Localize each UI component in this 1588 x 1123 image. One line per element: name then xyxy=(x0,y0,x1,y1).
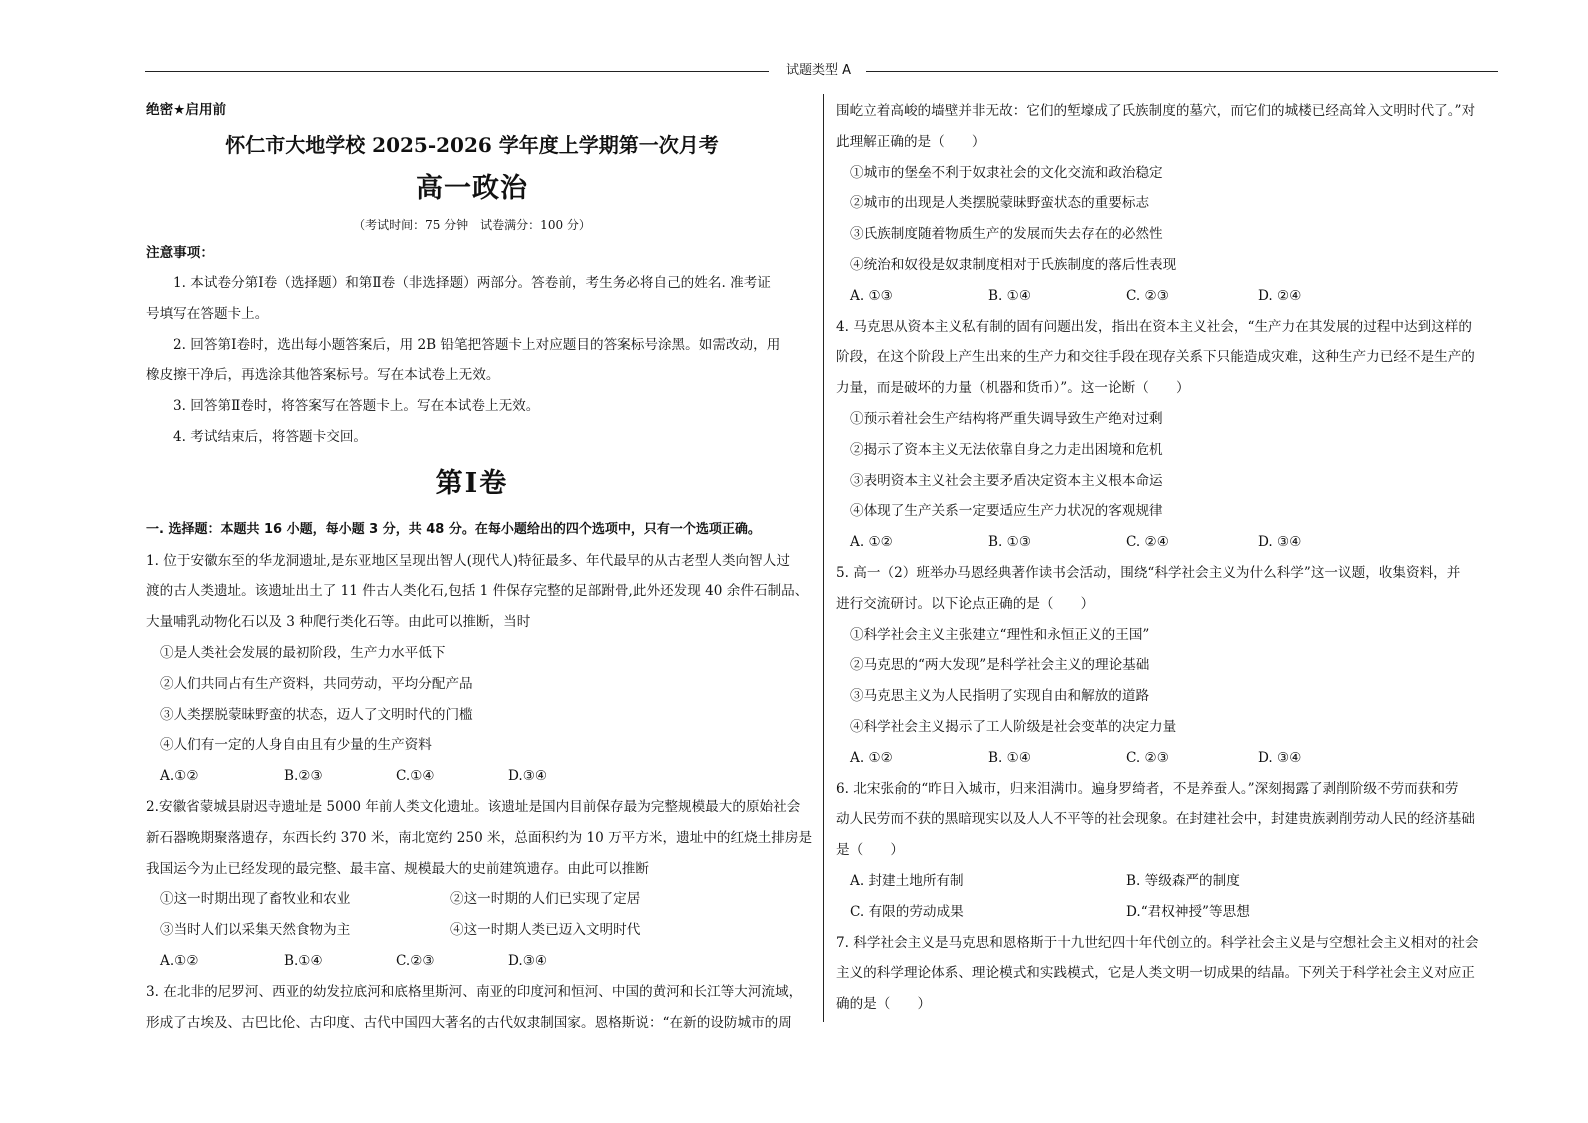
statement-item: ④体现了生产关系一定要适应生产力状况的客观规律 xyxy=(850,503,1163,520)
question-stem-line: 动人民劳而不获的黑暗现实以及人人不平等的社会现象。在封建社会中，封建贵族剥削劳动人民的经济基础 xyxy=(836,811,1475,828)
statement-item: ③马克思主义为人民指明了实现自由和解放的道路 xyxy=(850,688,1150,705)
option-a: A. ①② xyxy=(850,749,893,766)
option-a: A.①② xyxy=(160,768,199,785)
question-stem-line: 7. 科学社会主义是马克思和恩格斯于十九世纪四十年代创立的。科学社会主义是与空想社会主义相对的社会 xyxy=(836,934,1479,951)
statement-item: ②城市的出现是人类摆脱蒙昧野蛮状态的重要标志 xyxy=(850,195,1150,212)
statement-item: ④这一时期人类已迈入文明时代 xyxy=(450,922,641,939)
statement-item: ①科学社会主义主张建立“理性和永恒正义的王国” xyxy=(850,626,1150,643)
statement-item: ③氏族制度随着物质生产的发展而失去存在的必然性 xyxy=(850,226,1163,243)
answer-options-row xyxy=(836,897,1488,928)
question-3-continued xyxy=(836,96,1488,312)
column-divider xyxy=(823,94,824,1022)
option-d: D.③④ xyxy=(508,768,548,785)
option-b: B. ①③ xyxy=(988,534,1032,551)
option-a: A. ①② xyxy=(850,534,893,551)
answer-options xyxy=(146,761,798,792)
option-b: B. ①④ xyxy=(988,749,1032,766)
statement-item: ②马克思的“两大发现”是科学社会主义的理论基础 xyxy=(850,657,1150,674)
answer-options-row xyxy=(836,866,1488,897)
left-column xyxy=(146,96,813,1038)
paper-type-label: 试题类型 A xyxy=(786,63,852,78)
question-stem-line: 形成了古埃及、古巴比伦、古印度、古代中国四大著名的古代奴隶制国家。恩格斯说：“在新的设防城市的周 xyxy=(146,1014,792,1031)
section-heading: 第Ⅰ卷 xyxy=(435,467,509,499)
statement-item: ①预示着社会生产结构将严重失调导致生产绝对过剩 xyxy=(850,410,1163,427)
question-stem-line: 3. 在北非的尼罗河、西亚的幼发拉底河和底格里斯河、南亚的印度河和恒河、中国的黄河和长江等大河流域， xyxy=(146,983,803,1000)
statement-item: ①这一时期出现了畜牧业和农业 xyxy=(160,891,351,908)
section-instruction: 一. 选择题：本题共 16 小题，每小题 3 分，共 48 分。在每小题给出的四个选项中，只有一个选项正确。 xyxy=(146,521,761,537)
question-3-start xyxy=(146,977,803,1039)
question-4 xyxy=(836,312,1488,558)
question-5 xyxy=(836,558,1488,774)
statement-item: ④统治和奴役是奴隶制度相对于氏族制度的落后性表现 xyxy=(850,256,1177,273)
option-b: B. 等级森严的制度 xyxy=(1126,872,1240,889)
subject-title: 高一政治 xyxy=(416,173,528,204)
statement-item: ③表明资本主义社会主要矛盾决定资本主义根本命运 xyxy=(850,472,1163,489)
statement-item: ④人们有一定的人身自由且有少量的生产资料 xyxy=(160,737,432,754)
option-d: D. ③④ xyxy=(1258,749,1302,766)
notice-title: 注意事项： xyxy=(146,245,214,261)
question-1 xyxy=(146,546,809,792)
option-b: B. ①④ xyxy=(988,287,1032,304)
question-stem-line: 1. 位于安徽东至的华龙洞遗址,是东亚地区呈现出智人(现代人)特征最多、年代最早的从古老型人类向智人过 xyxy=(146,552,790,569)
question-stem-line: 大量哺乳动物化石以及 3 种爬行类化石等。由此可以推断，当时 xyxy=(146,614,531,631)
answer-options xyxy=(836,743,1488,774)
option-b: B.②③ xyxy=(284,768,323,785)
statement-row xyxy=(146,915,798,946)
question-stem-line: 是（ ） xyxy=(836,842,904,859)
exam-info: （考试时间：75 分钟 试卷满分：100 分） xyxy=(353,218,591,232)
statement-item: ②这一时期的人们已实现了定居 xyxy=(450,891,641,908)
header-rule-right xyxy=(866,71,1498,72)
notice-line: 2. 回答第Ⅰ卷时，选出每小题答案后，用 2B 铅笔把答题卡上对应题目的答案标号涂黑。如需改动，用 xyxy=(173,336,781,353)
option-c: C. 有限的劳动成果 xyxy=(850,903,964,920)
answer-options xyxy=(836,281,1488,312)
question-stem-line: 确的是（ ） xyxy=(836,996,932,1013)
option-d: D.“君权神授”等思想 xyxy=(1126,903,1250,920)
option-c: C. ②③ xyxy=(1126,749,1169,766)
question-stem-line: 我国运今为止已经发现的最完整、最丰富、规模最大的史前建筑遗存。由此可以推断 xyxy=(146,860,649,877)
header-rule-left xyxy=(145,71,769,72)
option-b: B.①④ xyxy=(284,952,323,969)
notice-line: 4. 考试结束后，将答题卡交回。 xyxy=(173,428,368,445)
notice-line: 橡皮擦干净后，再选涂其他答案标号。写在本试卷上无效。 xyxy=(146,367,500,384)
option-d: D.③④ xyxy=(508,952,548,969)
question-7 xyxy=(836,928,1488,1020)
notice-line: 号填写在答题卡上。 xyxy=(146,305,269,322)
option-c: C. ②④ xyxy=(1126,534,1169,551)
option-c: C. ②③ xyxy=(1126,287,1169,304)
statement-item: ①城市的堡垒不利于奴隶社会的文化交流和政治稳定 xyxy=(850,164,1163,181)
statement-item: ④科学社会主义揭示了工人阶级是社会变革的决定力量 xyxy=(850,718,1177,735)
question-stem-line: 4. 马克思从资本主义私有制的固有问题出发，指出在资本主义社会，“生产力在其发展的过程中达到这样的 xyxy=(836,318,1472,335)
option-a: A. ①③ xyxy=(850,287,893,304)
question-stem-line: 此理解正确的是（ ） xyxy=(836,133,986,150)
question-stem-line: 渡的古人类遗址。该遗址出土了 11 件古人类化石,包括 1 件保存完整的足部跗骨,此外还发现 40 余件石制品、 xyxy=(146,583,809,600)
statement-row xyxy=(146,884,798,915)
option-a: A.①② xyxy=(160,952,199,969)
question-stem-line: 阶段，在这个阶段上产生出来的生产力和交往手段在现存关系下只能造成灾难，这种生产力已经不是生产的 xyxy=(836,349,1475,366)
question-stem-line: 新石器晚期聚落遗存，东西长约 370 米，南北宽约 250 米，总面积约为 10 万平方米，遗址中的红烧土排房是 xyxy=(146,829,813,846)
right-column xyxy=(836,96,1488,1020)
question-stem-line: 围屹立着高峻的墙壁并非无故：它们的堑壕成了氏族制度的墓穴，而它们的城楼已经高耸入文明时代了。”对 xyxy=(836,103,1476,119)
option-a: A. 封建土地所有制 xyxy=(850,872,964,889)
question-2 xyxy=(146,792,813,977)
option-c: C.①④ xyxy=(396,768,435,785)
notice-line: 1. 本试卷分第Ⅰ卷（选择题）和第Ⅱ卷（非选择题）两部分。答卷前，考生务必将自己的姓名. 准考证 xyxy=(173,275,771,291)
question-stem-line: 5. 高一（2）班举办马恩经典著作读书会活动，围绕“科学社会主义为什么科学”这一议题，收集资料，并 xyxy=(836,564,1461,581)
question-stem-line: 力量，而是破坏的力量（机器和货币）”。这一论断（ ） xyxy=(836,380,1190,397)
option-d: D. ②④ xyxy=(1258,287,1302,304)
option-d: D. ③④ xyxy=(1258,534,1302,551)
question-stem-line: 6. 北宋张俞的“昨日入城市，归来泪满巾。遍身罗绮者，不是养蚕人。”深刻揭露了剥削阶级不劳而获和劳 xyxy=(836,780,1459,797)
school-exam-title: 怀仁市大地学校 2025-2026 学年度上学期第一次月考 xyxy=(225,133,719,157)
answer-options xyxy=(836,527,1488,558)
statement-item: ②人们共同占有生产资料，共同劳动，平均分配产品 xyxy=(160,675,473,692)
statement-item: ③人类摆脱蒙昧野蛮的状态，迈人了文明时代的门槛 xyxy=(160,706,473,723)
statement-item: ①是人类社会发展的最初阶段，生产力水平低下 xyxy=(160,644,446,661)
option-c: C.②③ xyxy=(396,952,435,969)
statement-item: ③当时人们以采集天然食物为主 xyxy=(160,922,351,939)
statement-item: ②揭示了资本主义无法依靠自身之力走出困境和危机 xyxy=(850,441,1163,458)
question-6 xyxy=(836,774,1488,928)
question-stem-line: 2.安徽省蒙城县尉迟寺遗址是 5000 年前人类文化遗址。该遗址是国内目前保存最为完整规模最大的原始社会 xyxy=(146,798,801,815)
notice-line: 3. 回答第Ⅱ卷时，将答案写在答题卡上。写在本试卷上无效。 xyxy=(173,398,540,415)
confidential-mark: 绝密★启用前 xyxy=(146,102,227,118)
question-stem-line: 进行交流研讨。以下论点正确的是（ ） xyxy=(836,595,1095,612)
question-stem-line: 主义的科学理论体系、理论模式和实践模式，它是人类文明一切成果的结晶。下列关于科学社会主义对应正 xyxy=(836,965,1475,982)
answer-options xyxy=(146,946,798,977)
